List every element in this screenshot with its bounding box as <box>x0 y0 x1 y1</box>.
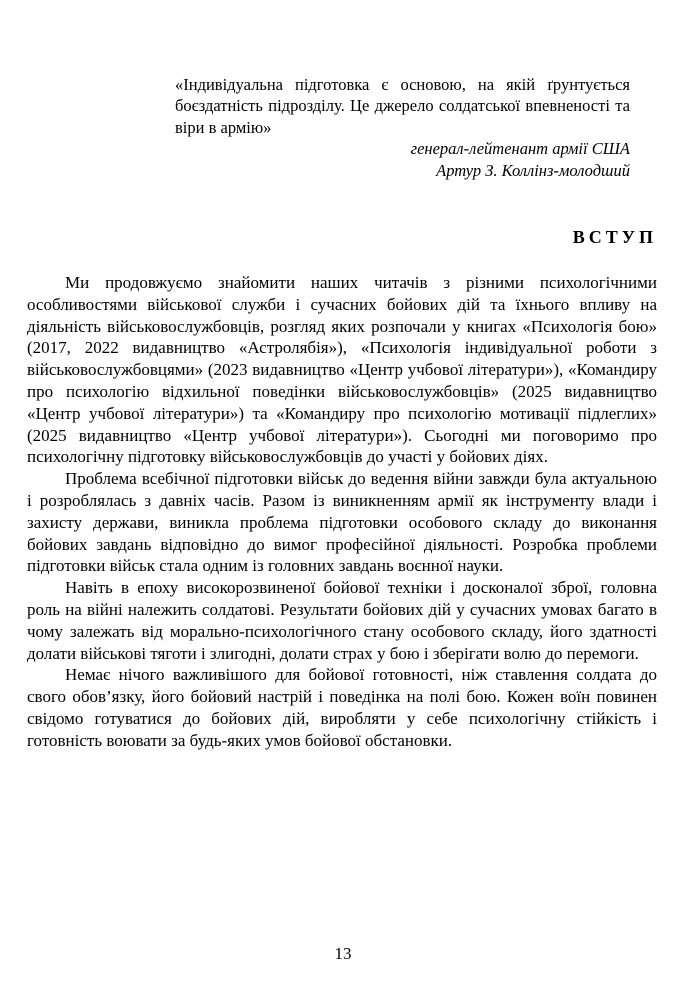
paragraph: Ми продовжуємо знайомити наших читачів з різними психологічними особливостями військової служби і сучасних бойових дій та їхнього впливу на діяльність військовослужбовців, розгляд яких розпочали у книгах «Психологія бою» (2017, 2022 видавництво «Астролябія»), «Психологія індивідуальної роботи з військовослужбовцями» (2023 видавництво «Центр учбової літератури»), «Командиру про психологію відхильної поведінки військовослужбовців» (2025 видавництво «Центр учбової літератури») та «Командиру про психологію мотивації підлеглих» (2025 видавництво «Центр учбової літератури»). Сьогодні ми поговоримо про психологічну підготовку військовослужбовців до участі у бойових діях. <box>27 273 657 467</box>
epigraph-attribution-name: Артур З. Коллінз-молодший <box>436 160 630 180</box>
paragraph: Проблема всебічної підготовки військ до ведення війни завжди була актуальною і розроблялась з давніх часів. Разом із виникненням армії як інструменту влади і захисту держави, виникла проблема підготовки особового складу до виконання бойових завдань відповідно до вимог професійної діяльності. Розробка проблеми підготовки військ стала одним із головних завдань воєнної науки. <box>27 469 657 576</box>
epigraph-quote: «Індивідуальна підготовка є основою, на якій ґрунтується боєздатність підрозділу. Це джерело солдатської впевненості та віри в армію» <box>175 75 630 137</box>
epigraph-attribution-rank: генерал-лейтенант армії США <box>410 139 630 159</box>
paragraph: Навіть в епоху високорозвиненої бойової техніки і досконалої зброї, головна роль на війні належить солдатові. Результати бойових дій у сучасних умовах багато в чому залежать від морально-психологічного стану особового складу, його здатності долати військові тяготи і злигодні, долати страх у бою і зберігати волю до перемоги. <box>27 578 657 663</box>
epigraph <box>175 74 630 181</box>
body-text <box>27 272 657 752</box>
section-heading: ВСТУП <box>572 227 657 248</box>
page-number: 13 <box>334 944 352 963</box>
paragraph: Немає нічого важливішого для бойової готовності, ніж ставлення солдата до свого обов’язку, його бойовий настрій і поведінка на полі бою. Кожен воїн повинен свідомо готуватися до бойових дій, виробляти у себе психологічну стійкість і готовність воювати за будь-яких умов бойової обстановки. <box>27 665 657 750</box>
